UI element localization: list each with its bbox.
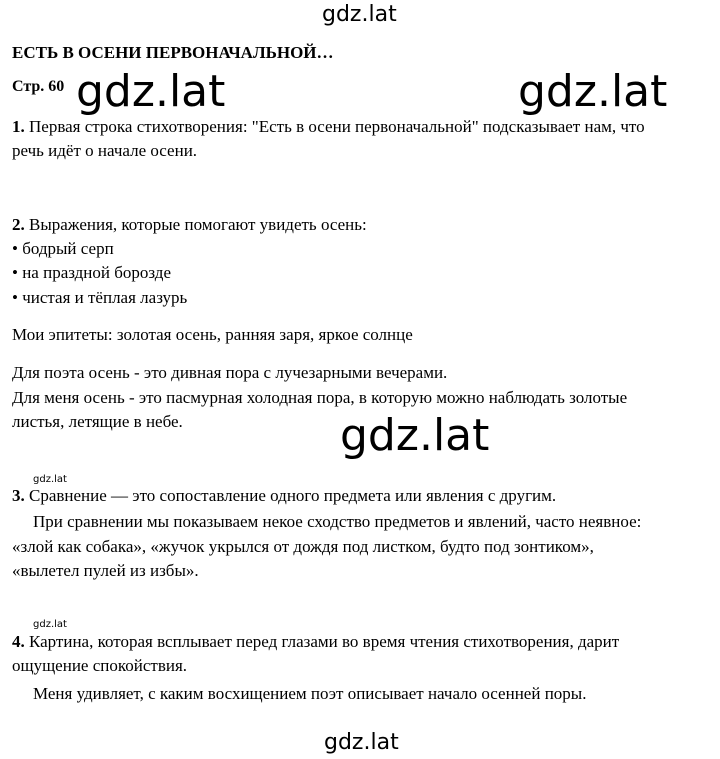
watermark-center: gdz.lat [340,410,490,461]
q2-number: 2. [12,215,25,234]
q3-line4: «вылетел пулей из избы». [12,561,199,580]
q2-epithets: Мои эпитеты: золотая осень, ранняя заря, яркое солнце [12,325,413,344]
q1-line1 [12,115,645,139]
watermark-right: gdz.lat [518,66,668,117]
q1-line2: речь идёт о начале осени. [12,141,198,160]
q2-bullet-1: • бодрый серп [12,239,114,258]
page-number: Стр. 60 [12,78,65,95]
q3-line2: При сравнении мы показываем некое сходство предметов и явлений, часто неявное: [33,512,642,531]
q3-line3: «злой как собака», «жучок укрылся от дождя под листком, будто под зонтиком», [12,537,594,556]
watermark-small-q4: gdz.lat [33,619,67,630]
q4-number: 4. [12,632,25,651]
q4-line1 [12,630,619,654]
q2-line1 [12,213,367,237]
q2-text: Выражения, которые помогают увидеть осень: [29,215,367,234]
q3-text: Сравнение — это сопоставление одного предмета или явления с другим. [29,486,557,505]
q2-poet: Для поэта осень - это дивная пора с лучезарными вечерами. [12,363,448,382]
q3-line1 [12,484,556,508]
q4-line2: ощущение спокойствия. [12,656,188,675]
watermark-small-q3: gdz.lat [33,474,67,485]
q3-number: 3. [12,486,25,505]
q1-text: Первая строка стихотворения: "Есть в осени первоначальной" подсказывает нам, что [29,117,645,136]
watermark-left: gdz.lat [76,66,226,117]
watermark-bottom: gdz.lat [324,730,399,755]
q4-line3: Меня удивляет, с каким восхищением поэт описывает начало осенней поры. [33,684,587,703]
q2-bullet-3: • чистая и тёплая лазурь [12,288,188,307]
q2-me-line1: Для меня осень - это пасмурная холодная пора, в которую можно наблюдать золотые [12,388,628,407]
q4-text: Картина, которая всплывает перед глазами во время чтения стихотворения, дарит [29,632,620,651]
document-title: ЕСТЬ В ОСЕНИ ПЕРВОНАЧАЛЬНОЙ… [12,43,334,62]
q2-bullet-2: • на праздной борозде [12,263,171,282]
q2-me-line2: листья, летящие в небе. [12,412,183,431]
q1-number: 1. [12,117,25,136]
watermark-top: gdz.lat [322,2,397,27]
